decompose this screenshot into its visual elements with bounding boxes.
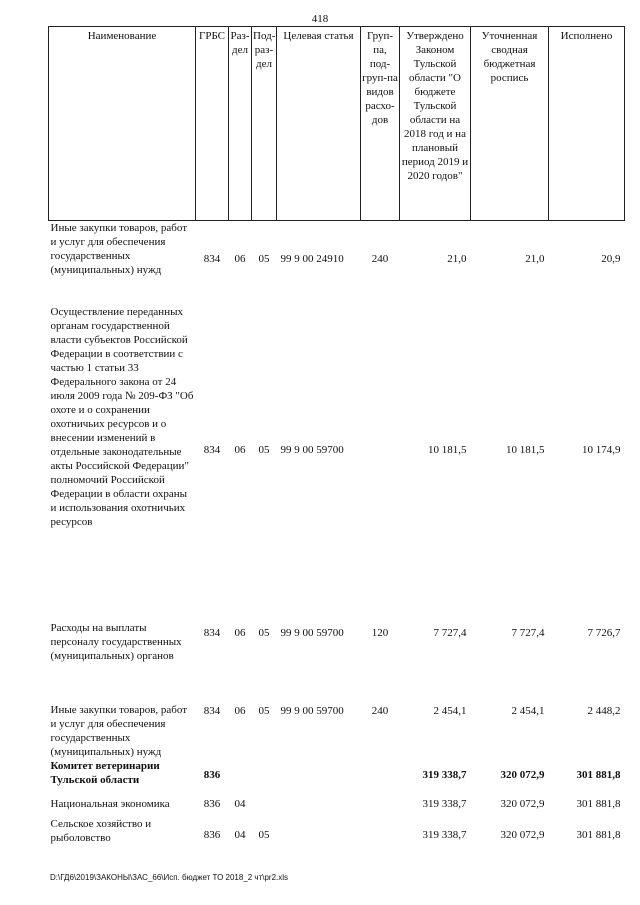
row-podrazdel: 05: [258, 704, 270, 717]
header-podrazdel: Под-раз-дел: [252, 27, 277, 221]
row-executed: 2 448,2: [587, 704, 621, 717]
footer-file-path: D:\ГД6\2019\ЗАКОНЫ\ЗАС_66\Исп. бюджет ТО 2018_2 чт\pr2.xls: [50, 873, 289, 882]
header-target: Целевая статья: [277, 27, 361, 221]
row-razdel: 04: [234, 828, 246, 841]
row-target: [277, 759, 361, 791]
header-refined: Уточненная сводная бюджетная роспись: [471, 27, 549, 221]
budget-execution-table: [48, 26, 625, 853]
row-vid: 120: [371, 626, 389, 639]
row-target: 99 9 00 24910: [280, 252, 344, 265]
row-razdel: 06: [234, 704, 246, 717]
row-razdel: 06: [234, 252, 246, 265]
row-name: Осуществление переданных органам государственной власти субъектов Российской Федерации в соответствии с частью 1 статьи 33 Федерального закона от 24 июля 2009 года № 209-ФЗ "Об охоте и о сохранении охотничьих ресурсов и о внесении изменений в отдельные законодательные акты Российской Федерации" полномочий Российской Федерации в области охраны и использования охотничьих ресурсов: [50, 305, 194, 528]
row-approved: 21,0: [447, 252, 467, 265]
row-approved: 7 727,4: [433, 626, 467, 639]
row-target: [277, 791, 361, 817]
row-vid: [361, 791, 400, 817]
row-target: 99 9 00 59700: [280, 626, 344, 639]
row-name: Иные закупки товаров, работ и услуг для обеспечения государственных (муниципальных) нужд: [50, 222, 188, 276]
row-approved: 10 181,5: [428, 443, 467, 456]
row-vid: [361, 297, 400, 603]
row-vid: 240: [371, 704, 389, 717]
row-grbs: 834: [203, 704, 221, 717]
row-grbs: 836: [203, 768, 221, 781]
row-podrazdel: 05: [258, 828, 270, 841]
header-vid: Груп-па, под-груп-па видов расхо-дов: [361, 27, 400, 221]
row-approved: 319 338,7: [422, 828, 467, 841]
row-target: 99 9 00 59700: [280, 443, 344, 456]
header-name: Наименование: [49, 27, 196, 221]
row-refined: 320 072,9: [500, 768, 545, 781]
header-razdel: Раз-дел: [229, 27, 252, 221]
row-approved: 319 338,7: [422, 768, 467, 781]
row-target: [277, 817, 361, 853]
row-grbs: 836: [203, 797, 221, 810]
table-row: [49, 791, 625, 817]
row-grbs: 834: [203, 626, 221, 639]
table-row: [49, 759, 625, 791]
row-refined: 10 181,5: [506, 443, 545, 456]
row-approved: 319 338,7: [422, 797, 467, 810]
table-row: [49, 221, 625, 297]
row-podrazdel: [252, 759, 277, 791]
row-executed: 10 174,9: [582, 443, 621, 456]
row-razdel: [229, 759, 252, 791]
row-name: Сельское хозяйство и рыболовство: [50, 817, 152, 844]
header-grbs: ГРБС: [196, 27, 229, 221]
row-grbs: 834: [203, 443, 221, 456]
row-refined: 320 072,9: [500, 797, 545, 810]
row-refined: 320 072,9: [500, 828, 545, 841]
row-refined: 7 727,4: [511, 626, 545, 639]
row-refined: 2 454,1: [511, 704, 545, 717]
row-razdel: 06: [234, 626, 246, 639]
row-name: Национальная экономика: [50, 797, 170, 810]
row-podrazdel: 05: [258, 252, 270, 265]
row-executed: 20,9: [601, 252, 621, 265]
header-approved: Утверждено Законом Тульской области "О бюджете Тульской области на 2018 год и на плановый период 2019 и 2020 годов": [400, 27, 471, 221]
row-vid: [361, 817, 400, 853]
table-row: [49, 603, 625, 663]
table-header-row: [49, 27, 625, 221]
row-podrazdel: 05: [258, 626, 270, 639]
table-row: [49, 663, 625, 759]
row-refined: 21,0: [525, 252, 545, 265]
header-executed: Исполнено: [549, 27, 625, 221]
row-target: 99 9 00 59700: [280, 704, 344, 717]
row-executed: 301 881,8: [576, 828, 621, 841]
row-approved: 2 454,1: [433, 704, 467, 717]
row-podrazdel: [252, 791, 277, 817]
row-name: Комитет ветеринарии Тульской области: [50, 759, 160, 786]
row-razdel: 04: [234, 797, 246, 810]
row-grbs: 834: [203, 252, 221, 265]
row-executed: 7 726,7: [587, 626, 621, 639]
row-executed: 301 881,8: [576, 768, 621, 781]
table-row: [49, 297, 625, 603]
row-executed: 301 881,8: [576, 797, 621, 810]
row-grbs: 836: [203, 828, 221, 841]
row-razdel: 06: [234, 443, 246, 456]
row-name: Иные закупки товаров, работ и услуг для обеспечения государственных (муниципальных) нужд: [50, 703, 188, 758]
row-podrazdel: 05: [258, 443, 270, 456]
row-vid: [361, 759, 400, 791]
page-number: 418: [311, 13, 329, 25]
table-row: [49, 817, 625, 853]
row-vid: 240: [371, 252, 389, 265]
row-name: Расходы на выплаты персоналу государственных (муниципальных) органов: [50, 621, 182, 662]
